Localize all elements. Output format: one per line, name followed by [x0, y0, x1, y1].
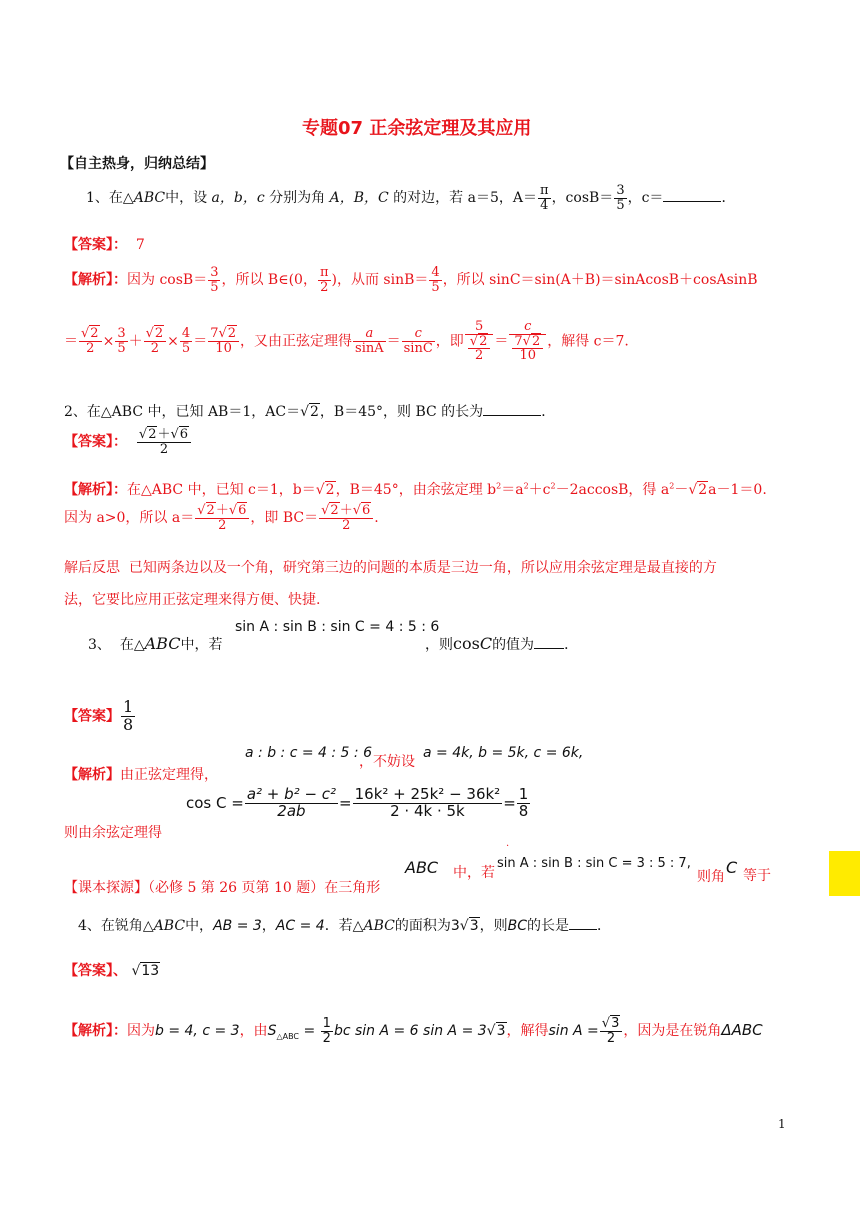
frac-3-5: $\frac{3}{5}$: [117, 326, 126, 356]
question-1: [86, 184, 735, 212]
answer-label: 【答案】、: [64, 963, 127, 979]
textbook-ratio: sin A : sin B : sin C = 3 : 5 : 7,: [497, 856, 691, 871]
analysis-3-line1: 【解析】由正弦定理得，: [64, 767, 218, 783]
q1-A-value: A＝: [512, 190, 538, 207]
frac-root2-2: $\frac{√2}{2}$: [144, 327, 167, 355]
q1-text: 中，设: [165, 190, 212, 207]
analysis-3-line2: 则由余弦定理得: [64, 825, 162, 841]
q1-pi-over-4: $\frac{\pi}{4}$: [540, 183, 549, 213]
q2-blank: [483, 415, 541, 416]
highlight-marker: [829, 851, 860, 896]
textbook-mid: 中，若: [453, 865, 495, 881]
analysis-label: 【解析】：: [64, 1023, 127, 1040]
answer-2-value: $\frac{√2+√6}{2}$: [137, 428, 191, 456]
reflection-line1: 解后反思 已知两条边以及一个角，研究第三边的问题的本质是三边一角，所以应用余弦定理是最直接的方: [64, 560, 717, 576]
question-2: 2、在△ABC 中，已知 AB＝1，AC＝√2，B＝45°，则 BC 的长为 ．: [64, 404, 556, 420]
q1-angles: A，B，C: [329, 190, 389, 207]
frac-3-5: $\frac{3}{5}$: [210, 265, 219, 295]
page-number: 1: [778, 1117, 786, 1131]
reflection-line2: 法，它要比应用正弦定理来得方便、快捷.: [64, 592, 321, 608]
analysis-4: 【解析】：因为b = 4, c = 3，由$S_{\triangle ABC}$ = $\frac{1}{2}$ bc sin A = 6 sin A = 3√3，解得sin A = $\frac{√3}{2}$ ，因为是在锐角ΔABC: [64, 1016, 763, 1046]
question-4: 4、在锐角△ABC中，AB = 3，AC = 4．若△ABC的面积为3√3，则BC的长是 ．: [78, 918, 611, 934]
frac-7root2-10: $\frac{7√2}{10}$: [208, 327, 239, 355]
textbook-C: C: [726, 858, 738, 877]
section-heading: 【自主热身，归纳总结】: [60, 156, 214, 172]
q1-text: 在△: [108, 190, 134, 207]
a3-cos-formula: cos C = $\frac{\text{a² + b² − c²}}{2ab}$ = $\frac{\text{16k² + 25k² − 36k²}}{2 \cdot 4k \cdot 5k}$ = $\frac{1}{8}$: [186, 785, 529, 820]
q1-text: 分别为角: [264, 190, 330, 207]
q3-blank: [534, 648, 564, 649]
textbook-end: 等于: [743, 868, 771, 884]
q1-3-over-5: $\frac{3}{5}$: [616, 183, 625, 213]
a3-dot: .: [506, 838, 510, 849]
frac-cos-numbers: $\frac{\text{16k² + 25k² − 36k²}}{2 \cdot 4k \cdot 5k}$: [354, 785, 501, 820]
textbook-then: 则角: [697, 869, 725, 885]
answer-label: 【答案】：: [64, 237, 127, 253]
question-3-tail: ，则cosC的值为 ．: [425, 634, 579, 653]
q1-cosB: ，cosB＝: [551, 190, 614, 207]
q3-ratio: sin A : sin B : sin C = 4 : 5 : 6: [235, 619, 440, 635]
frac-root2-root6-2: $\frac{√2+√6}{2}$: [319, 504, 373, 532]
frac-4-5: $\frac{4}{5}$: [431, 265, 440, 295]
frac-1-8: $\frac{1}{8}$: [518, 785, 529, 820]
a3-assume: a = 4k, b = 5k, c = 6k,: [423, 745, 584, 761]
a3-ratio: a : b : c = 4 : 5 : 6: [245, 745, 372, 761]
analysis-2-line2: 因为 a>0，所以 a＝ $\frac{√2+√6}{2}$ ，即 BC＝ $\frac{√2+√6}{2}$ .: [64, 503, 379, 533]
frac-root2-2: $\frac{√2}{2}$: [79, 327, 102, 355]
frac-pi-2: $\frac{\pi}{2}$: [319, 265, 329, 295]
answer-3-value: $\frac{1}{8}$: [123, 697, 134, 734]
answer-1: [64, 234, 145, 254]
q1-sides: a，b，c: [211, 190, 265, 207]
frac-c-over-7root2-10: $\frac{c}{\frac{7√2}{10}}$: [509, 320, 546, 363]
textbook-abc: ABC: [405, 858, 439, 877]
frac-cos-law: $\frac{\text{a² + b² − c²}}{2ab}$: [246, 785, 337, 820]
answer-4-value: √13: [131, 963, 160, 979]
question-3: 3、 在△ABC中，若: [88, 634, 223, 653]
q4-blank: [569, 929, 597, 930]
analysis-1-line2: ＝ $\frac{√2}{2}$ × $\frac{3}{5}$ ＋ $\frac{√2}{2}$ × $\frac{4}{5}$ ＝ $\frac{7√2}{10}$ ，又由正弦定理得 $\frac{a}{\sin A}$ ＝ $\frac{c}{\sin C}$ ，即 $\frac{5}{\frac{√2}{2}}$ ＝ $\frac{c}{\frac{7√2}{10}}$ ，解得 c＝7.: [64, 319, 629, 364]
analysis-1-line1: 【解析】：因为 cosB＝ $\frac{3}{5}$ ，所以 B∈(0， $\frac{\pi}{2}$ )，从而 sinB＝ $\frac{4}{5}$ ，所以 sinC＝sin(A＋B)＝sinAcosB＋cosAsinB: [64, 265, 758, 295]
q1-text: 的对边，若: [388, 190, 468, 207]
frac-5-over-root2-2: $\frac{5}{\frac{√2}{2}}$: [465, 320, 494, 363]
answer-3: [64, 699, 136, 734]
q1-blank: [663, 201, 721, 202]
analysis-label: 【解析】: [64, 767, 120, 783]
frac-root2-root6-2: $\frac{√2+√6}{2}$: [195, 504, 249, 532]
analysis-label: 【解析】：: [64, 272, 127, 289]
frac-c-sinC: $\frac{c}{\sin C}$: [403, 326, 433, 356]
analysis-label: 【解析】：: [64, 482, 127, 498]
q1-c: ，c＝: [627, 190, 664, 207]
answer-2: [64, 428, 192, 456]
reflection-label: 解后反思: [64, 560, 120, 576]
textbook-label: 【课本探源】（必修 5 第 26 页第 10 题）在三角形: [64, 880, 381, 896]
answer-label: 【答案】: [64, 708, 120, 725]
answer-4: [64, 960, 160, 980]
frac-4-5: $\frac{4}{5}$: [181, 326, 191, 356]
a3-assume-text: ，不妨设: [359, 754, 415, 770]
q1-end: ．: [721, 190, 736, 207]
q1-number: 1、: [86, 190, 109, 207]
answer-label: 【答案】：: [64, 434, 127, 451]
q1-triangle: ABC: [133, 190, 166, 207]
analysis-2-line1: 【解析】：在△ABC 中，已知 c＝1，b＝√2，B＝45°，由余弦定理 $b^2=a^2+c^2-2accosB$，得 $a^2-√2a-1=0$.: [64, 481, 767, 498]
answer-1-value: 7: [135, 237, 145, 253]
frac-a-sinA: $\frac{a}{\sin A}$: [355, 326, 384, 356]
q1-a-value: a＝5，: [467, 190, 513, 207]
page-title: 专题07 正余弦定理及其应用: [302, 118, 532, 139]
